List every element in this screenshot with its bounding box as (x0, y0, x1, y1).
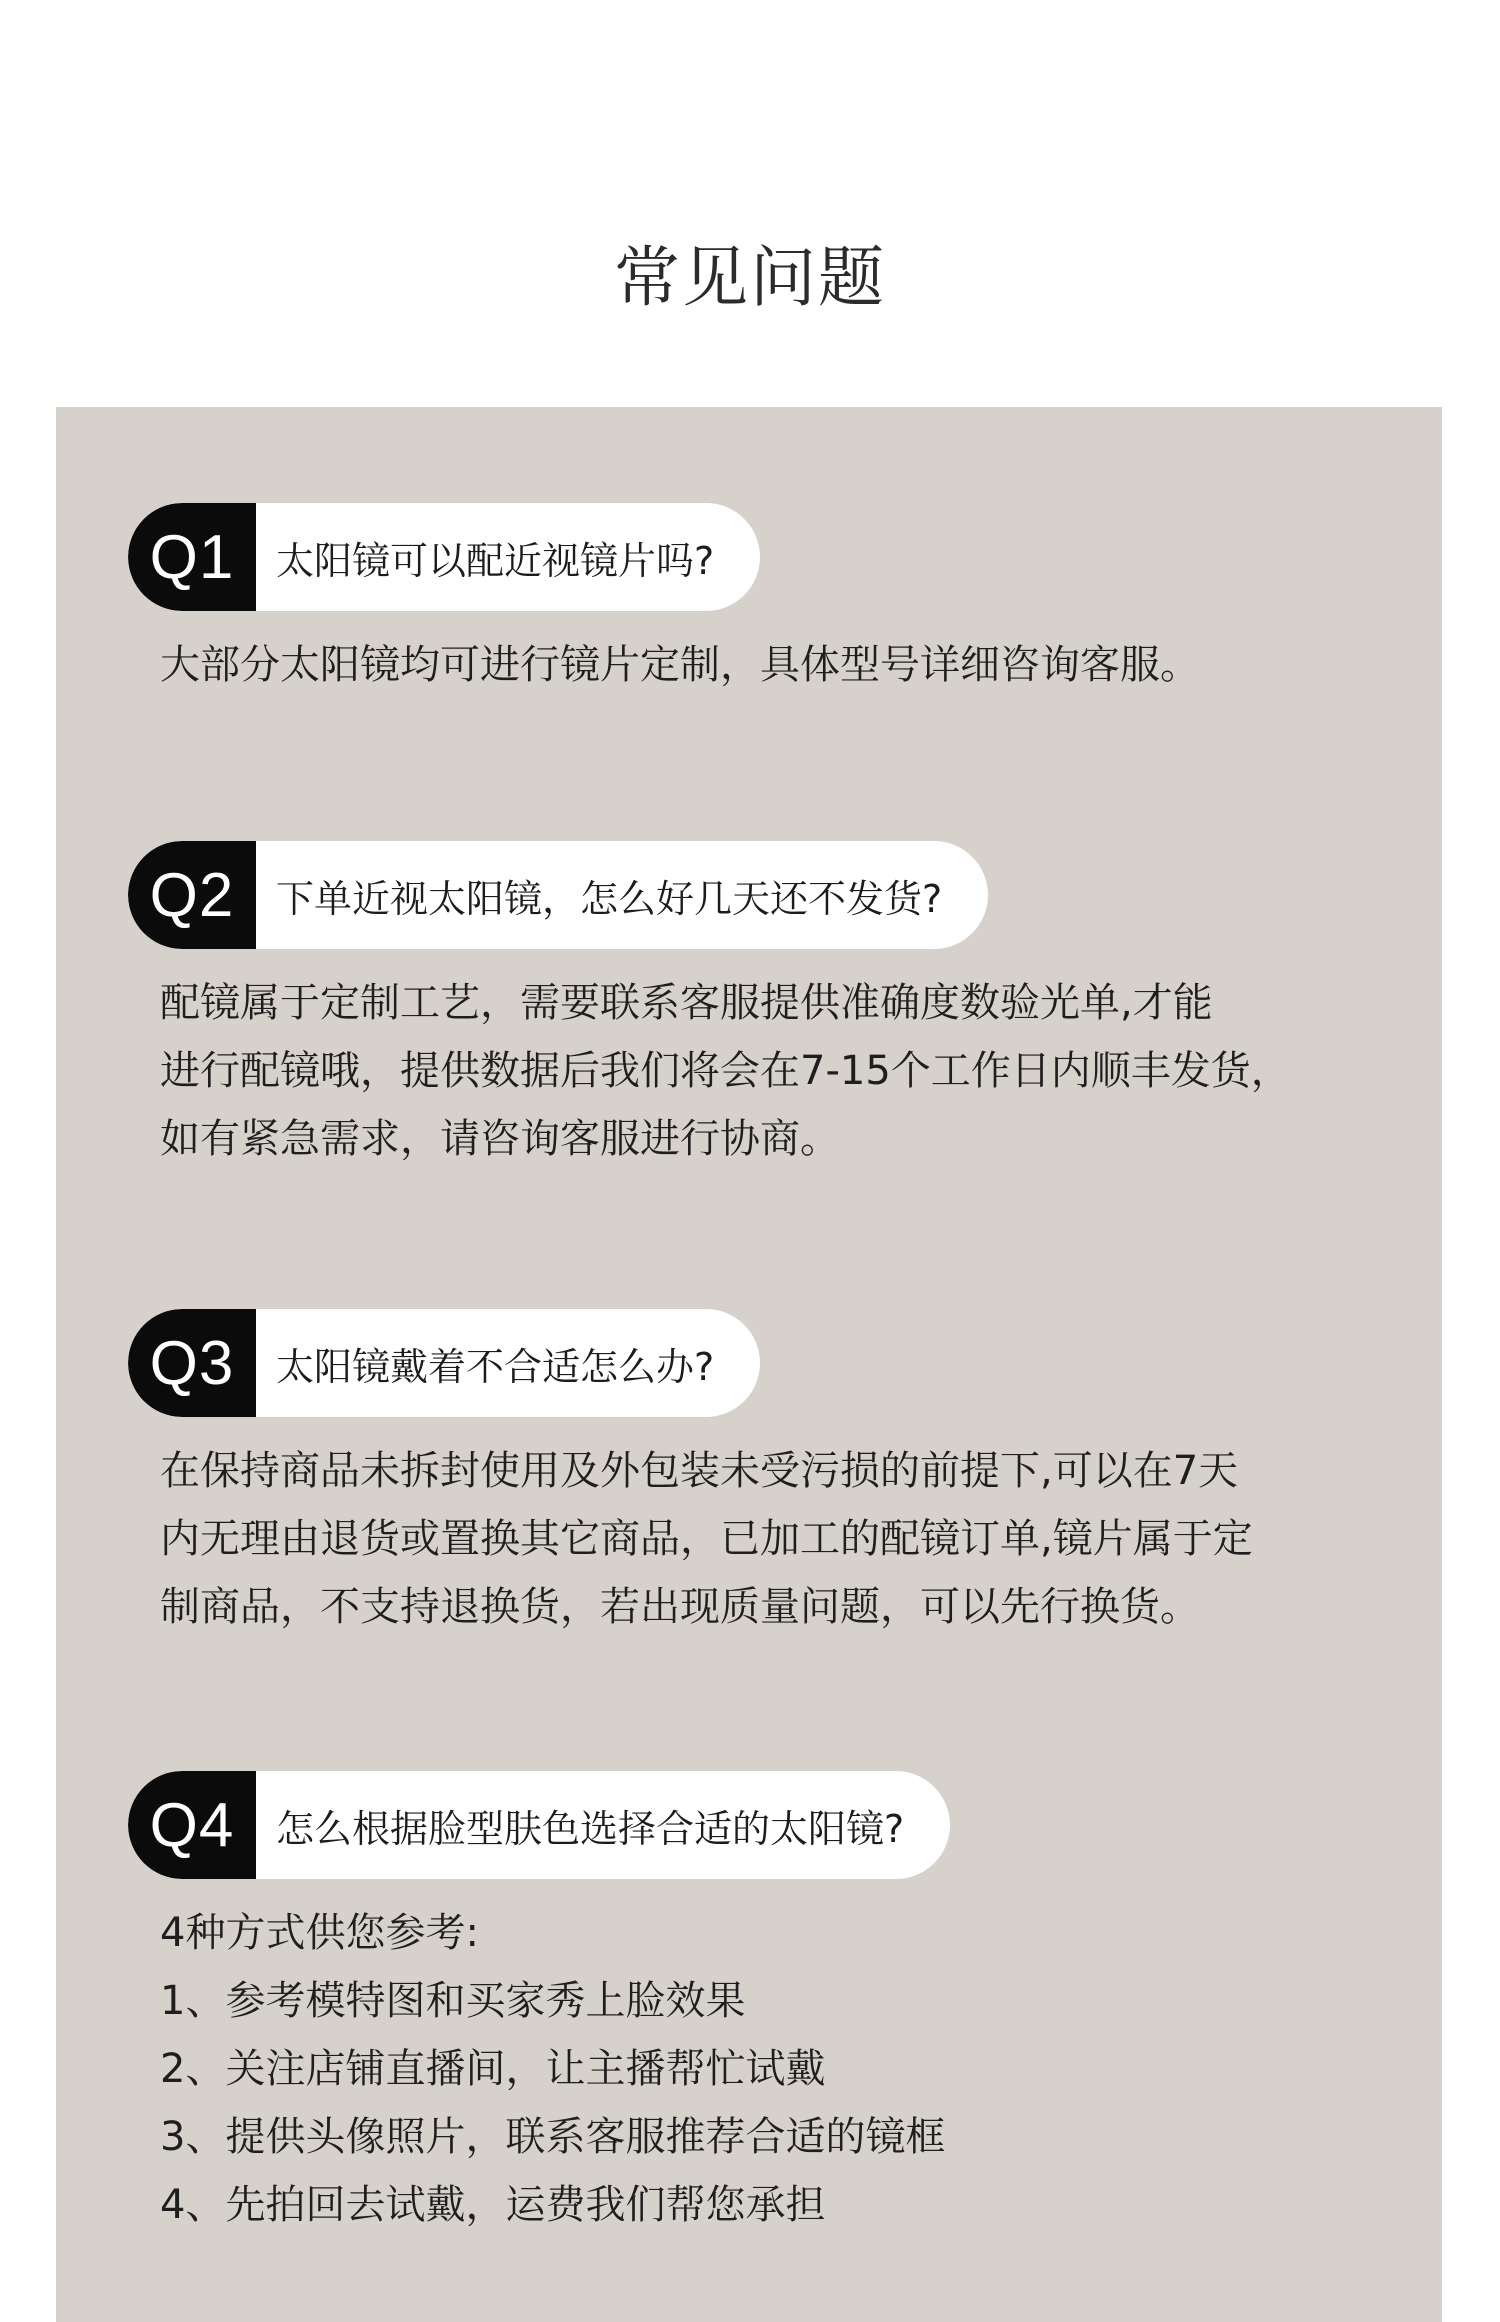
faq-item-2 (128, 841, 1291, 1173)
question-pill[interactable] (128, 841, 988, 949)
answer-text (160, 1437, 1253, 1641)
faq-panel (56, 407, 1442, 2322)
question-text: 怎么根据脸型肤色选择合适的太阳镜? (276, 1806, 905, 1851)
question-text: 太阳镜可以配近视镜片吗? (276, 538, 715, 583)
answer-line: 4种方式供您参考: (160, 1910, 479, 1956)
faq-item-3 (128, 1309, 1253, 1641)
answer-line: 4、先拍回去试戴，运费我们帮您承担 (160, 2182, 826, 2228)
answer-line: 如有紧急需求，请咨询客服进行协商。 (160, 1116, 840, 1162)
question-badge: Q4 (128, 1771, 256, 1879)
question-text: 太阳镜戴着不合适怎么办? (276, 1344, 715, 1389)
question-pill[interactable] (128, 1309, 760, 1417)
answer-line: 制商品，不支持退换货，若出现质量问题，可以先行换货。 (160, 1584, 1200, 1630)
answer-line: 内无理由退货或置换其它商品，已加工的配镜订单,镜片属于定 (160, 1516, 1253, 1562)
faq-item-1 (128, 503, 1200, 699)
page-title: 常见问题 (614, 239, 886, 316)
answer-line: 3、提供头像照片，联系客服推荐合适的镜框 (160, 2114, 946, 2160)
answer-line: 配镜属于定制工艺，需要联系客服提供准确度数验光单,才能 (160, 980, 1213, 1026)
answer-text (160, 631, 1200, 699)
answer-line: 1、参考模特图和买家秀上脸效果 (160, 1978, 746, 2024)
answer-line: 进行配镜哦，提供数据后我们将会在7-15个工作日内顺丰发货， (160, 1048, 1291, 1094)
faq-item-4 (128, 1771, 950, 2239)
answer-text (160, 1899, 950, 2239)
question-badge: Q2 (128, 841, 256, 949)
answer-line: 在保持商品未拆封使用及外包装未受污损的前提下,可以在7天 (160, 1448, 1239, 1494)
question-badge: Q3 (128, 1309, 256, 1417)
question-pill[interactable] (128, 503, 760, 611)
answer-text (160, 969, 1291, 1173)
question-text: 下单近视太阳镜，怎么好几天还不发货? (276, 876, 943, 921)
question-pill[interactable] (128, 1771, 950, 1879)
question-badge: Q1 (128, 503, 256, 611)
answer-line: 2、关注店铺直播间，让主播帮忙试戴 (160, 2046, 826, 2092)
answer-line: 大部分太阳镜均可进行镜片定制，具体型号详细咨询客服。 (160, 642, 1200, 688)
